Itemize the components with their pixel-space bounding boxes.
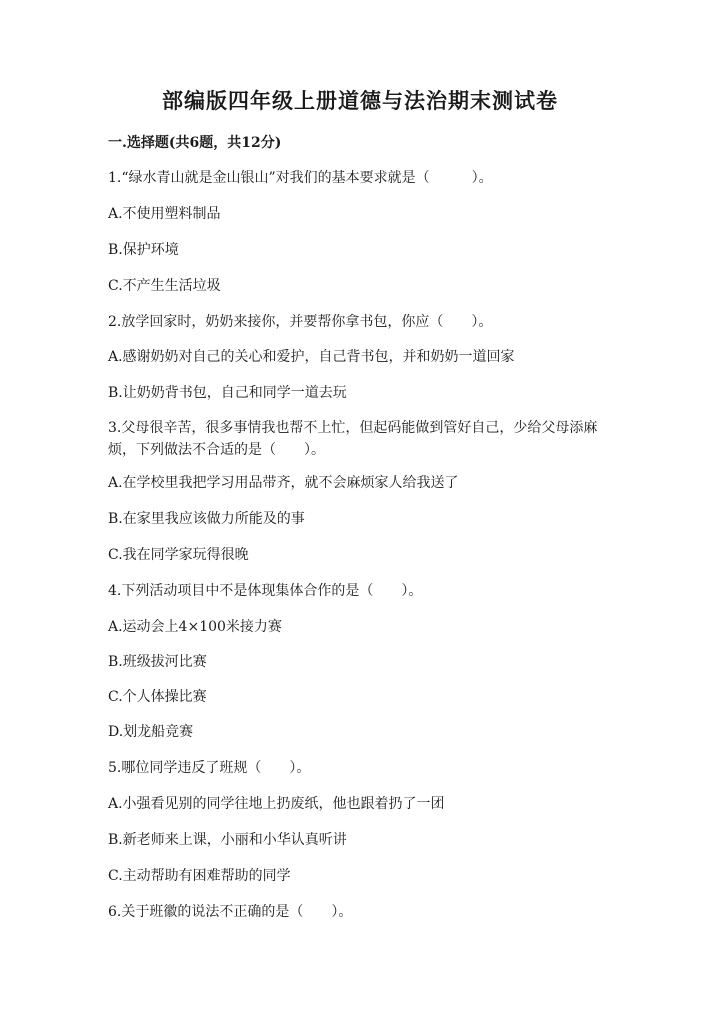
question-6: 6.关于班徽的说法不正确的是（ ）。 [108,904,353,920]
question-4-option-d: D.划龙船竞赛 [108,724,194,740]
question-5-option-a: A.小强看见别的同学往地上扔废纸，他也跟着扔了一团 [108,796,445,812]
question-4-option-c: C.个人体操比赛 [108,689,207,705]
question-3-option-b: B.在家里我应该做力所能及的事 [108,511,305,527]
question-2-option-a: A.感谢奶奶对自己的关心和爱护，自己背书包，并和奶奶一道回家 [108,349,515,365]
question-4-option-b: B.班级拔河比赛 [108,654,207,670]
question-5-option-c: C.主动帮助有困难帮助的同学 [108,868,291,884]
question-3-option-c: C.我在同学家玩得很晚 [108,547,249,563]
question-3-option-a: A.在学校里我把学习用品带齐，就不会麻烦家人给我送了 [108,475,459,491]
question-1: 1.“绿水青山就是金山银山”对我们的基本要求就是（ ）。 [108,170,493,186]
question-4-option-a: A.运动会上4×100米接力赛 [108,619,282,635]
question-2-option-b: B.让奶奶背书包，自己和同学一道去玩 [108,385,347,401]
question-2: 2.放学回家时，奶奶来接你，并要帮你拿书包，你应（ ）。 [108,314,493,330]
question-5-option-b: B.新老师来上课，小丽和小华认真听讲 [108,832,347,848]
question-1-option-c: C.不产生生活垃圾 [108,278,221,294]
question-4: 4.下列活动项目中不是体现集体合作的是（ ）。 [108,583,423,599]
page-title: 部编版四年级上册道德与法治期末测试卷 [162,88,558,113]
section-header: 一.选择题(共6题，共12分) [108,135,282,151]
question-1-option-b: B.保护环境 [108,242,179,258]
question-5: 5.哪位同学违反了班规（ ）。 [108,760,311,776]
question-3: 3.父母很辛苦，很多事情我也帮不上忙，但起码能做到管好自己，少给父母添麻烦，下列做法不合适的是（ ）。 [108,420,598,458]
question-1-option-a: A.不使用塑料制品 [108,206,221,222]
